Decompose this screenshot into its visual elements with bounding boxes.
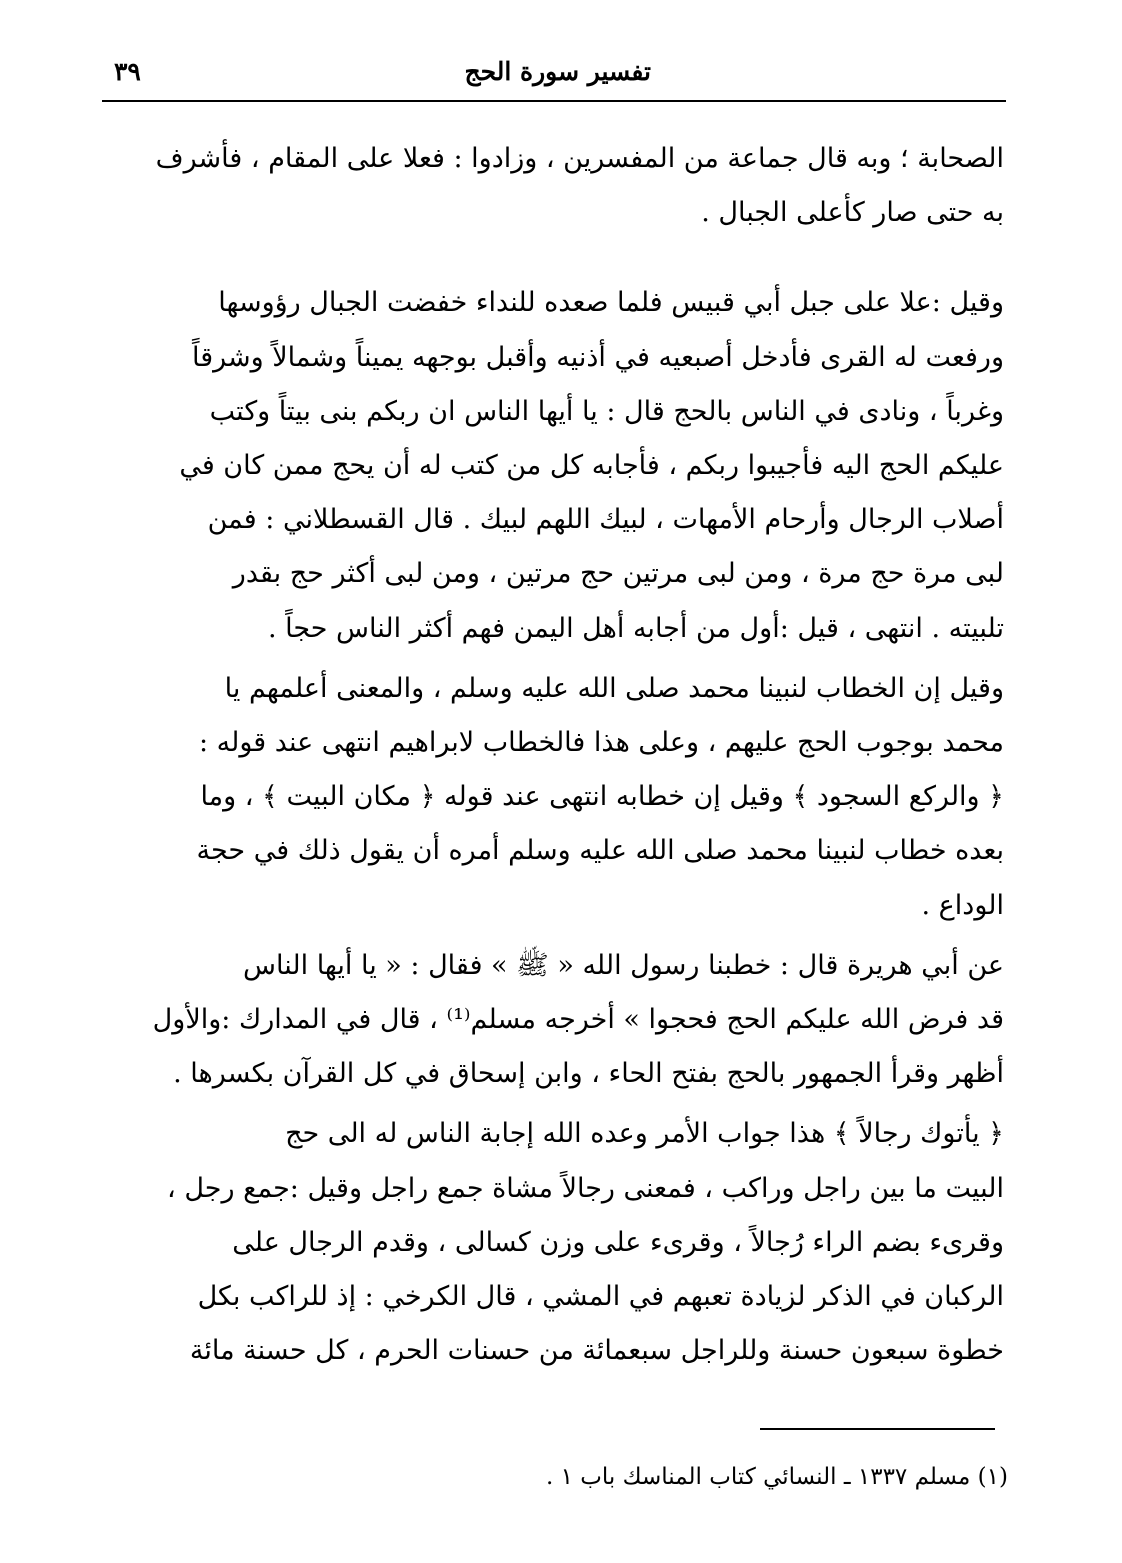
page-number: ٣٩ [114, 57, 141, 86]
header-rule [102, 100, 1006, 102]
paragraph-2: وقيل :علا على جبل أبي قبيس فلما صعده للنداء خفضت الجبال رؤوسها ورفعت له القرى فأدخل أصبعيه في أذنيه وأقبل بوجهه يميناً وشمالاً وشرقاً وغرباً ، ونادى في الناس بالحج قال : يا أيها الناس ان ربكم بنى بيتاً وكتب عليكم الحج اليه فأجيبوا ربكم ، فأجابه كل من كتب له أن يحج ممن كان في أصلاب الرجال وأرحام الأمهات ، لبيك اللهم لبيك . قال القسطلاني : فمن لبى مرة حج مرة ، ومن لبى مرتين حج مرتين ، ومن لبى أكثر حج بقدر تلبيته . انتهى ، قيل :أول من أجابه أهل اليمن فهم أكثر الناس حجاً . [179, 287, 1004, 644]
footnote-rule [760, 1428, 995, 1430]
paragraph-1: الصحابة ؛ وبه قال جماعة من المفسرين ، وزادوا : فعلا على المقام ، فأشرف به حتى صار كأعلى الجبال . [155, 143, 1004, 229]
header-title: تفسير سورة الحج [464, 57, 651, 86]
paragraph-5: ﴿ يأتوك رجالاً ﴾ هذا جواب الأمر وعده الله إجابة الناس له الى حج البيت ما بين راجل وراكب ، فمعنى رجالاً مشاة جمع راجل وقيل :جمع رجل ، وقرىء بضم الراء رُجالاً ، وقرىء على وزن كسالى ، وقدم الرجال على الركبان في الذكر لزيادة تعبهم في المشي ، قال الكرخي : إذ للراكب بكل خطوة سبعون حسنة وللراجل سبعمائة من حسنات الحرم ، كل حسنة مائة [167, 1118, 1004, 1367]
paragraph-gap [106, 240, 1004, 276]
body-text [106, 132, 1004, 1378]
paragraph-4: عن أبي هريرة قال : خطبنا رسول الله « ﷺ » فقال : « يا أيها الناس قد فرض الله عليكم الحج فحجوا » أخرجه مسلم⁽¹⁾ ، قال في المدارك :والأول أظهر وقرأ الجمهور بالحج بفتح الحاء ، وابن إسحاق في كل القرآن بكسرها . [152, 949, 1004, 1090]
footnote: (١) مسلم ١٣٣٧ ـ النسائي كتاب المناسك باب ١ . [545, 1464, 1008, 1490]
paragraph-3: وقيل إن الخطاب لنبينا محمد صلى الله عليه وسلم ، والمعنى أعلمهم يا محمد بوجوب الحج عليهم ، وعلى هذا فالخطاب لابراهيم انتهى عند قوله : ﴿ والركع السجود ﴾ وقيل إن خطابه انتهى عند قوله ﴿ مكان البيت ﴾ ، وما بعده خطاب لنبينا محمد صلى الله عليه وسلم أمره أن يقول ذلك في حجة الوداع . [196, 672, 1004, 921]
running-header [102, 55, 1006, 97]
